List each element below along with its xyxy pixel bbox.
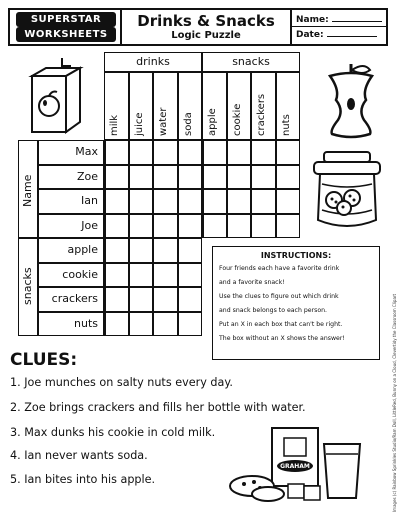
clue-3: 3. Max dunks his cookie in cold milk. [10,426,216,439]
grid-cell[interactable] [276,189,301,214]
worksheet-subtitle: Logic Puzzle [171,30,241,41]
name-date-box [292,10,386,44]
row-label-Max: Max [75,145,98,158]
clue-1: 1. Joe munches on salty nuts every day. [10,376,233,389]
instruction-line: and snack belongs to each person. [219,307,328,314]
name-line[interactable] [332,14,382,22]
grid-cell[interactable] [129,140,154,165]
grid-cell[interactable] [178,140,203,165]
grid-cell[interactable] [178,287,203,312]
clue-4: 4. Ian never wants soda. [10,449,148,462]
superstar-logo [10,10,122,44]
drinks-header-label: drinks [136,55,170,68]
grid-cell[interactable] [104,189,129,214]
row-label-cookie: cookie [62,267,98,281]
grid-cell[interactable] [104,214,129,239]
name-label: Name: [296,15,329,25]
row-label-nuts: nuts [74,316,98,330]
clue-5: 5. Ian bites into his apple. [10,473,156,486]
date-label: Date: [296,30,324,40]
apple-core-icon [318,60,384,140]
grid-cell[interactable] [251,165,276,190]
grid-cell[interactable] [251,140,276,165]
grid-cell[interactable] [153,312,178,337]
instruction-line: Four friends each have a favorite drink [219,265,340,272]
snacks-and-milk-icon [226,424,372,504]
instruction-line: Use the clues to figure out which drink [219,293,339,300]
row-label-Joe: Joe [81,218,98,232]
logo-text-bottom: WORKSHEETS [16,27,116,42]
grid-cell[interactable] [129,312,154,337]
row-label-crackers: crackers [51,292,98,305]
worksheet-title: Drinks & Snacks [137,12,275,30]
col-juice-label: juice [133,112,145,136]
worksheet-header [8,8,388,46]
grid-cell[interactable] [227,214,252,239]
grid-cell[interactable] [153,287,178,312]
row-label-apple: apple [67,243,98,256]
grid-cell[interactable] [129,238,154,263]
grid-cell[interactable] [178,189,203,214]
grid-cell[interactable] [251,189,276,214]
grid-cell[interactable] [104,165,129,190]
instruction-line: The box without an X shows the answer! [219,335,345,342]
grid-cell[interactable] [178,238,203,263]
grid-cell[interactable] [129,165,154,190]
logo-text-top: SUPERSTAR [16,12,116,27]
clues-title: CLUES: [10,350,78,370]
date-line[interactable] [327,29,377,37]
cookie-jar-icon [310,150,384,234]
grid-cell[interactable] [227,165,252,190]
instructions-title: INSTRUCTIONS: [260,251,332,260]
col-crackers-label: crackers [256,93,267,136]
grid-cell[interactable] [104,312,129,337]
grid-cell[interactable] [153,238,178,263]
grid-cell[interactable] [104,140,129,165]
juice-box-icon [22,56,90,136]
grid-cell[interactable] [153,263,178,288]
grid-cell[interactable] [178,165,203,190]
grid-cell[interactable] [129,189,154,214]
grid-cell[interactable] [104,287,129,312]
name-field[interactable] [296,14,382,25]
grid-cell[interactable] [178,312,203,337]
snacks-header-label: snacks [232,55,270,68]
grid-cell[interactable] [276,165,301,190]
grid-cell[interactable] [178,263,203,288]
grid-cell[interactable] [153,165,178,190]
snack-group-label: snacks [21,267,34,305]
meta-divider [292,26,386,27]
instruction-line: Put an X in each box that can't be right. [219,321,343,328]
col-cookie-label: cookie [231,103,243,136]
grid-cell[interactable] [202,165,227,190]
col-soda-label: soda [182,112,194,136]
clue-2: 2. Zoe brings crackers and fills her bottle with water. [10,401,306,414]
col-water-label: water [158,107,169,136]
grid-cell[interactable] [276,140,301,165]
image-credit: Images (c) Rainbow Sprinkles Studio/Ram Doll, LittleRed, Bunny on a Cloud, Clevertidy the Classroom Clipart [392,293,397,512]
grid-cell[interactable] [129,263,154,288]
grid-cell[interactable] [178,214,203,239]
grid-cell[interactable] [104,263,129,288]
grid-cell[interactable] [129,214,154,239]
grid-cell[interactable] [129,287,154,312]
grid-cell[interactable] [202,189,227,214]
col-apple-label: apple [207,108,218,136]
grid-cell[interactable] [251,214,276,239]
name-group-label: Name [21,174,34,207]
grid-cell[interactable] [104,238,129,263]
cracker-box-label: GRAHAM [280,463,310,470]
grid-cell[interactable] [276,214,301,239]
grid-cell[interactable] [227,140,252,165]
grid-cell[interactable] [153,189,178,214]
grid-cell[interactable] [153,140,178,165]
grid-cell[interactable] [202,214,227,239]
col-nuts-label: nuts [280,114,292,136]
instruction-line: and a favorite snack! [219,279,285,286]
row-label-Ian: Ian [81,194,98,207]
date-field[interactable] [296,29,377,40]
instructions-box [212,246,380,360]
title-box [122,10,292,44]
grid-cell[interactable] [227,189,252,214]
row-label-Zoe: Zoe [76,169,98,183]
grid-cell[interactable] [153,214,178,239]
grid-cell[interactable] [202,140,227,165]
col-milk-label: milk [109,114,120,136]
